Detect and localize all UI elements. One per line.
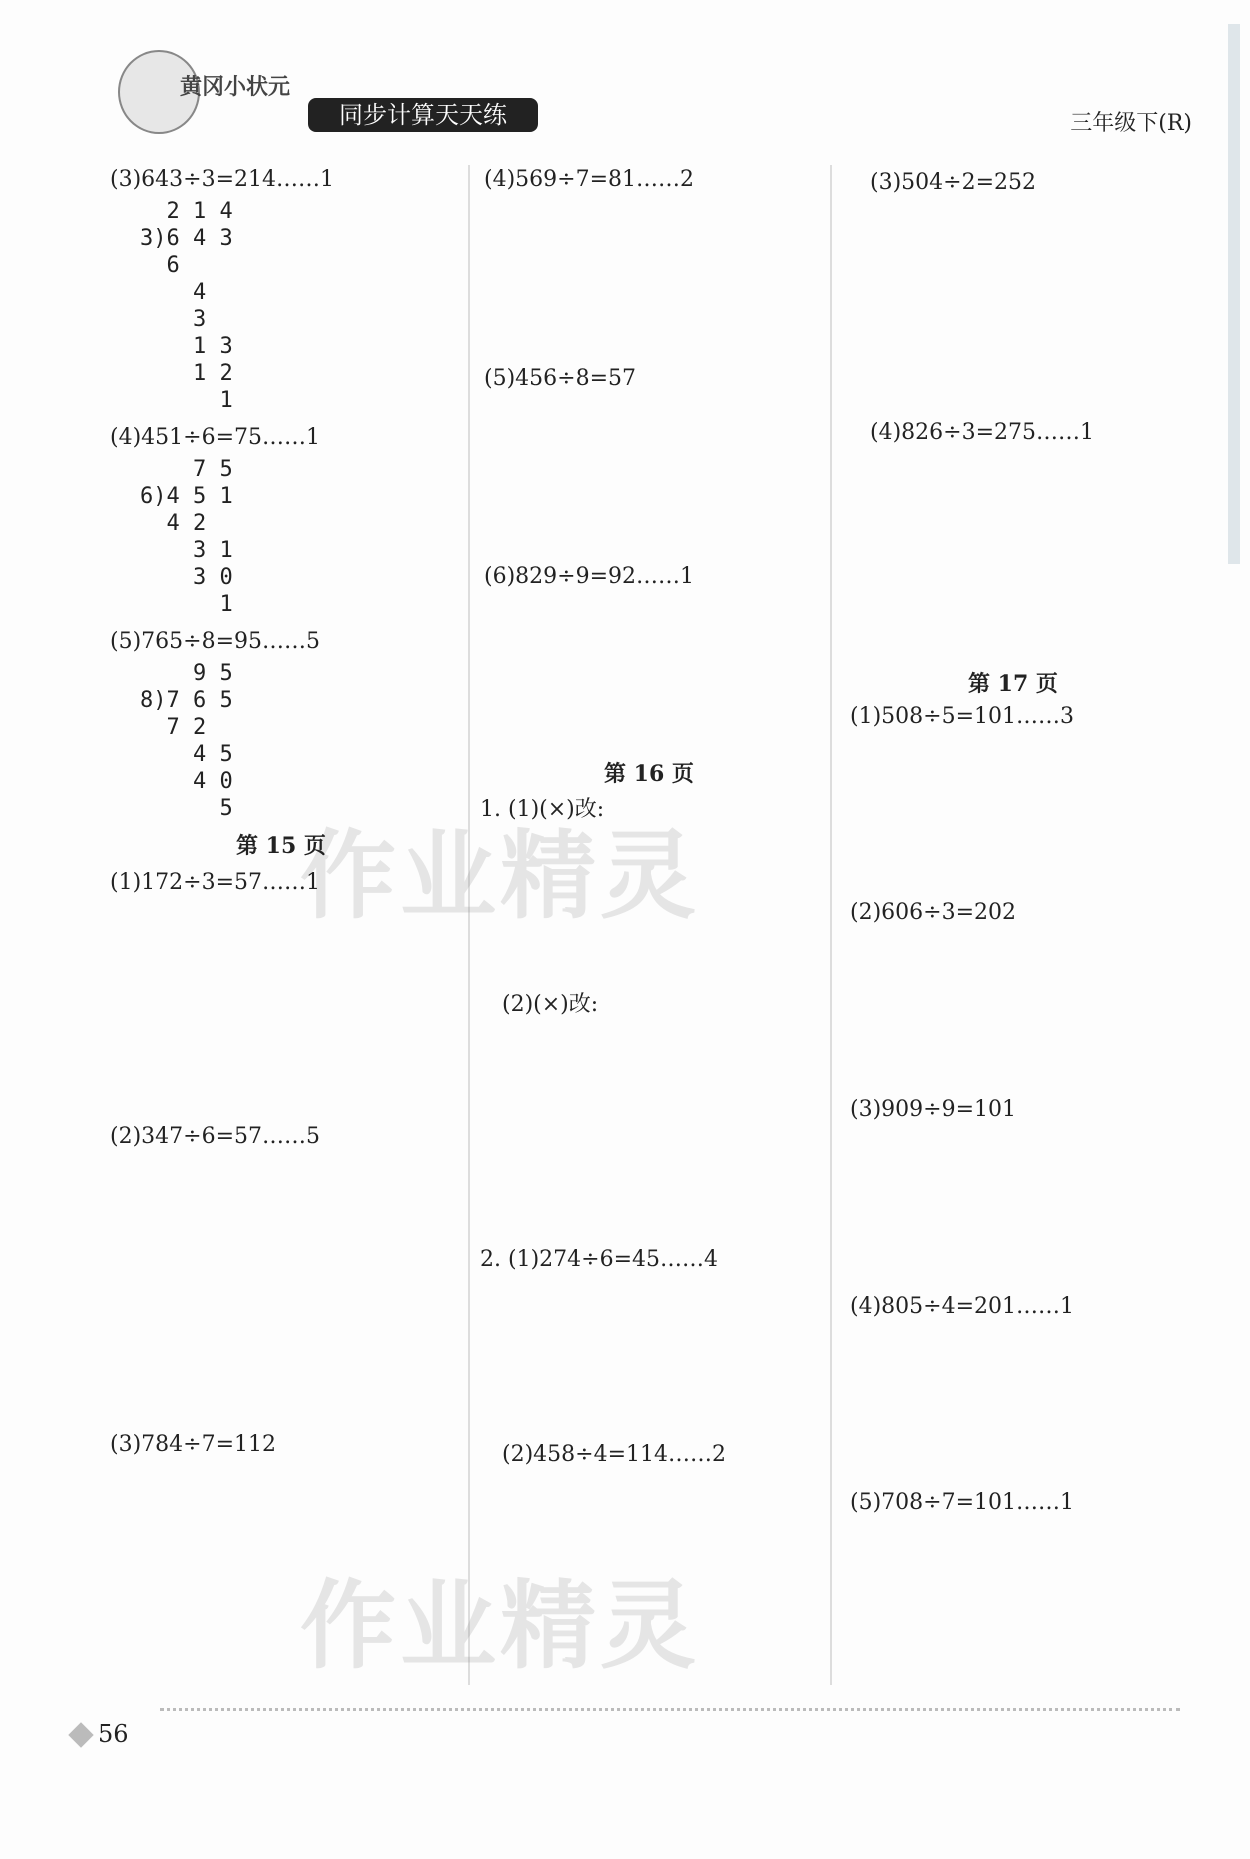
problem-heading: (5)765÷8=95……5	[110, 629, 321, 654]
banner-title: 同步计算天天练	[308, 98, 538, 132]
problem-heading: 2. (1)274÷6=45……4	[480, 1247, 718, 1272]
page-section-title: 第 15 页	[236, 833, 326, 859]
problem-heading: (3)909÷9=101	[850, 1097, 1017, 1122]
long-division: 7 5 6)4 5 1 4 2 3 1 3 0 1	[140, 457, 233, 617]
problem-heading: (4)805÷4=201……1	[850, 1294, 1075, 1319]
brand-name: 黄冈小状元	[180, 75, 291, 100]
problem-heading: (2)(×)改:	[502, 992, 599, 1017]
problem-heading: (2)347÷6=57……5	[110, 1124, 321, 1149]
page-section-title: 第 17 页	[968, 671, 1058, 697]
page-edge-strip	[1228, 24, 1240, 564]
page-marker-icon	[68, 1722, 93, 1747]
problem-heading: (1)508÷5=101……3	[850, 704, 1075, 729]
problem-heading: 1. (1)(×)改:	[480, 797, 605, 822]
watermark: 作业精灵	[300, 820, 700, 932]
problem-heading: (2)458÷4=114……2	[502, 1442, 727, 1467]
long-division: 2 1 4 3)6 4 3 6 4 3 1 3 1 2 1	[140, 199, 233, 413]
page-number: 56	[98, 1720, 129, 1748]
problem-heading: (3)643÷3=214……1	[110, 167, 335, 192]
problem-heading: (3)784÷7=112	[110, 1432, 277, 1457]
problem-heading: (5)456÷8=57	[484, 366, 637, 391]
problem-heading: (6)829÷9=92……1	[484, 564, 695, 589]
problem-heading: (4)826÷3=275……1	[870, 420, 1095, 445]
footer-divider	[160, 1708, 1180, 1711]
problem-heading: (1)172÷3=57……1	[110, 870, 321, 895]
problem-heading: (4)569÷7=81……2	[484, 167, 695, 192]
problem-heading: (3)504÷2=252	[870, 170, 1037, 195]
problem-heading: (4)451÷6=75……1	[110, 425, 321, 450]
long-division: 9 5 8)7 6 5 7 2 4 5 4 0 5	[140, 661, 233, 821]
column-divider	[830, 165, 832, 1685]
problem-heading: (5)708÷7=101……1	[850, 1490, 1075, 1515]
problem-heading: (2)606÷3=202	[850, 900, 1017, 925]
page-section-title: 第 16 页	[604, 761, 694, 787]
watermark: 作业精灵	[300, 1570, 700, 1682]
grade-label: 三年级下(R)	[1070, 111, 1192, 136]
